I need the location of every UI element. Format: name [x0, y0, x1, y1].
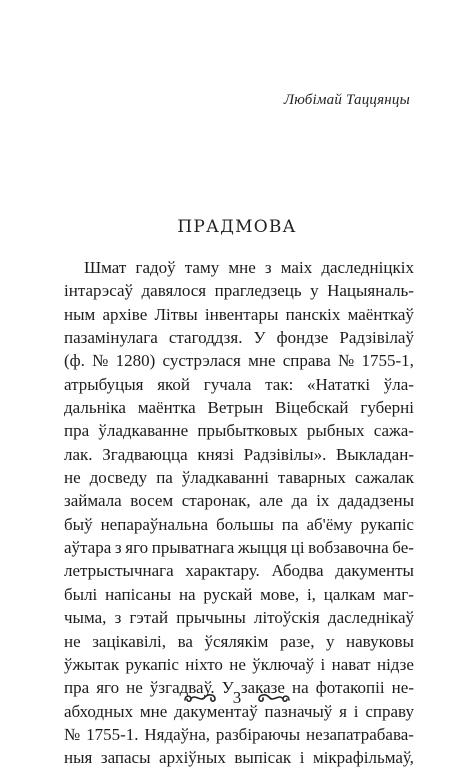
text-line: [64, 536, 414, 559]
word: сажа-: [373, 421, 414, 441]
word: аўтара: [64, 538, 112, 558]
word: незапатрабава-: [305, 724, 414, 744]
word: архіўных: [159, 748, 226, 768]
word: ным: [64, 304, 96, 324]
word: жыцця: [237, 538, 288, 558]
word: ўладкаванні: [181, 468, 269, 488]
word: давялося: [141, 281, 207, 301]
chapter-heading: ПРАДМОВА: [177, 217, 297, 237]
word: рукапіс: [125, 654, 179, 674]
word: Літвы: [154, 304, 198, 324]
text-line: [64, 349, 414, 372]
word: маёнтка: [137, 398, 196, 418]
word: Згадваюцца: [102, 444, 188, 464]
dedication: Любімай Таццянцы: [283, 92, 410, 108]
word: летрыстычнага: [64, 561, 174, 581]
word: ўла-: [383, 374, 414, 394]
word: пра: [64, 678, 90, 698]
word: У: [253, 328, 266, 348]
text-line: [64, 326, 414, 349]
word: №: [64, 724, 81, 744]
word: Абодва: [271, 561, 324, 581]
word: Радзівілаў: [339, 328, 414, 348]
word: фотакопіі: [315, 678, 385, 698]
word: У: [221, 678, 234, 698]
word: сустрэлася: [162, 351, 241, 371]
word: у: [326, 631, 335, 651]
word: Радзівілы».: [243, 444, 327, 464]
right-ornament-icon: [255, 692, 291, 704]
word: навуковы: [346, 631, 414, 651]
text-line: [64, 419, 414, 442]
word: бе-: [392, 538, 414, 558]
word: мне: [139, 701, 168, 721]
word: рускай: [203, 584, 253, 604]
word: справа: [282, 351, 331, 371]
word: ва: [177, 631, 193, 651]
word: па: [281, 514, 299, 534]
word: запасы: [100, 748, 151, 768]
text-line: [64, 630, 414, 653]
word: (ф.: [64, 351, 85, 371]
word: цалкам: [323, 584, 376, 604]
word: яго: [96, 678, 120, 698]
word: і: [353, 701, 359, 721]
word: не: [64, 468, 81, 488]
page-number: 3: [232, 688, 242, 707]
word: гадоў: [135, 258, 176, 277]
word: не-: [391, 678, 414, 698]
word: да: [291, 491, 308, 511]
word: вобзавочна: [308, 538, 389, 558]
word: яго: [125, 538, 149, 558]
word: гучала: [203, 374, 252, 394]
word: дададзены: [337, 491, 414, 511]
word: маёнткаў: [347, 304, 414, 324]
word: характару.: [185, 561, 260, 581]
text-line: [64, 513, 414, 536]
word: сажалак: [354, 468, 414, 488]
word: Нацыяналь-: [327, 281, 414, 301]
word: прыбытковых: [197, 421, 298, 441]
word: дакументаў: [174, 701, 258, 721]
word: Выкладан-: [335, 444, 414, 464]
text-line: [64, 443, 414, 466]
word: таварных: [277, 468, 346, 488]
word: пазначыў: [264, 701, 333, 721]
word: Шмат: [84, 258, 127, 277]
word: і,: [306, 584, 316, 604]
word: ўладкаванне: [98, 421, 189, 441]
word: №: [92, 351, 109, 371]
word: разбіраючы: [215, 724, 301, 744]
word: справу: [365, 701, 414, 721]
word: на: [178, 584, 196, 604]
word: зацікавілі,: [92, 631, 167, 651]
word: даследнікаў: [327, 608, 414, 628]
word: дальніка: [64, 398, 126, 418]
word: і: [320, 654, 326, 674]
word: 1755-1.: [86, 724, 139, 744]
word: «Нататкі: [307, 374, 371, 394]
word: прагледзець: [214, 281, 302, 301]
word: іх: [316, 491, 330, 511]
word: ныя: [64, 748, 93, 768]
word: архіве: [102, 304, 148, 324]
text-line: [64, 303, 414, 326]
word: пра: [64, 421, 90, 441]
word: рукапіс: [360, 514, 414, 534]
word: панскіх: [285, 304, 341, 324]
word: не: [64, 631, 81, 651]
word: 1755-1,: [361, 351, 414, 371]
word: восем: [130, 491, 174, 511]
text-line: [64, 396, 414, 419]
word: з: [114, 608, 122, 628]
word: з: [114, 538, 122, 558]
text-line: [64, 279, 414, 302]
word: ўжытак: [64, 654, 120, 674]
word: Нядаўна,: [144, 724, 211, 744]
word: 1280): [115, 351, 156, 371]
word: былі: [64, 584, 98, 604]
text-line: [64, 583, 414, 606]
left-ornament-icon: [183, 692, 219, 704]
word: выпісак: [234, 748, 292, 768]
word: большы: [216, 514, 274, 534]
word: ўсялякім: [204, 631, 269, 651]
text-line: [64, 559, 414, 582]
text-line: [64, 723, 414, 746]
word: ці: [290, 538, 305, 558]
word: досведу: [89, 468, 148, 488]
word: мне: [228, 258, 256, 277]
word: мне: [248, 351, 276, 371]
word: не: [229, 654, 246, 674]
word: інтарэсаў: [64, 281, 134, 301]
page-footer: [0, 688, 474, 708]
word: лак.: [64, 444, 93, 464]
word: абходных: [64, 701, 134, 721]
word: нават: [331, 654, 371, 674]
word: гэтай: [129, 608, 169, 628]
word: так:: [265, 374, 294, 394]
word: і: [299, 748, 305, 768]
word: пазамінулага: [64, 328, 158, 348]
word: маіх: [280, 258, 313, 277]
word: маг-: [383, 584, 414, 604]
word: напісаны: [105, 584, 172, 604]
text-line: [64, 606, 414, 629]
word: ўключаў: [252, 654, 315, 674]
text-line: [64, 256, 414, 279]
word: ніхто: [185, 654, 223, 674]
word: №: [338, 351, 355, 371]
word: інвентары: [204, 304, 279, 324]
word: аб'ёму: [306, 514, 353, 534]
word: мікрафільмаў,: [312, 748, 414, 768]
word: па: [156, 468, 173, 488]
text-line: [64, 489, 414, 512]
word: я: [339, 701, 347, 721]
word: рыбных: [306, 421, 365, 441]
word: разе,: [279, 631, 315, 651]
text-line: [64, 653, 414, 676]
word: стагоддзя.: [168, 328, 243, 348]
word: губерні: [360, 398, 414, 418]
word: Ветрын: [207, 398, 264, 418]
word: мове,: [260, 584, 300, 604]
word: з: [264, 258, 272, 277]
word: заказе: [240, 678, 285, 698]
word: у: [310, 281, 319, 301]
word: на: [291, 678, 309, 698]
word: нідзе: [376, 654, 414, 674]
word: таму: [184, 258, 220, 277]
word: прыватнага: [151, 538, 235, 558]
word: чыма,: [64, 608, 107, 628]
word: якой: [157, 374, 191, 394]
text-line: [64, 373, 414, 396]
word: атрыбуцыя: [64, 374, 144, 394]
word: не: [126, 678, 143, 698]
word: непараўнальна: [100, 514, 209, 534]
word: старонак,: [181, 491, 251, 511]
word: даследніцкіх: [321, 258, 414, 277]
word: але: [259, 491, 283, 511]
word: Віцебскай: [274, 398, 349, 418]
word: ўзгадваў.: [149, 678, 215, 698]
word: займала: [64, 491, 122, 511]
word: літоўскія: [253, 608, 320, 628]
word: фондзе: [276, 328, 329, 348]
text-line: [64, 466, 414, 489]
word: быў: [64, 514, 93, 534]
word: прычыны: [176, 608, 246, 628]
word: дакументы: [335, 561, 414, 581]
word: князі: [197, 444, 234, 464]
